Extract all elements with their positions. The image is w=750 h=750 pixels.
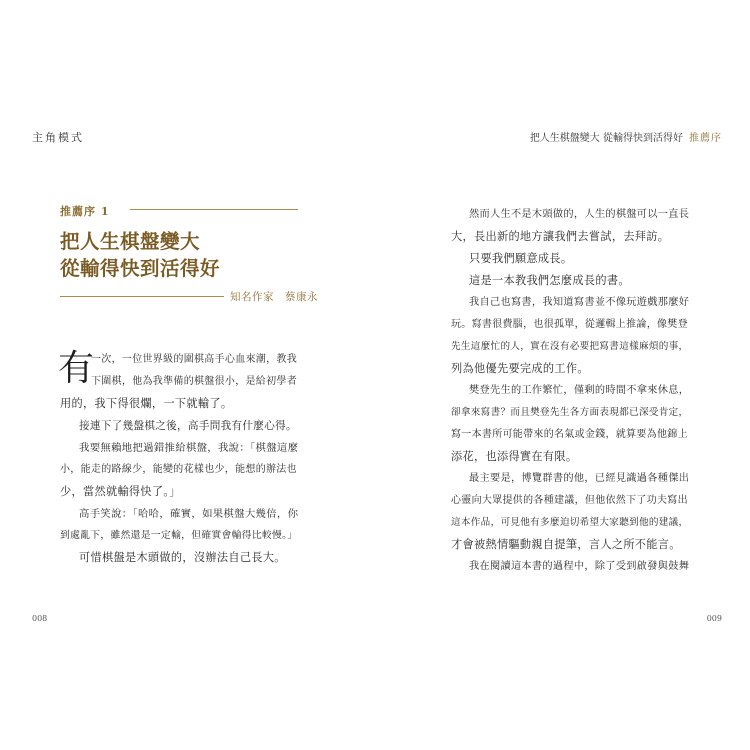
author-byline: 知名作家 蔡康永 [230,291,318,303]
body-line: 到處亂下，雖然還是一定輸，但確實會輸得比較慢。」 [60,530,298,541]
body-line: 列為他優先要完成的工作。 [451,362,589,375]
preface-label: 推薦序 1 [60,205,110,218]
body-line: 先生這麼忙的人，實在沒有必要把寫書這樣麻煩的事， [451,341,689,352]
running-header-section: 推薦序 [689,133,722,144]
body-line: 一次，一位世界級的圍棋高手心血來潮，教我 [91,354,297,365]
body-line: 寫一本書所可能帶來的名氣或金錢，就算要為他錦上 [451,429,688,440]
body-line: 可惜棋盤是木頭做的，沒辦法自己長大。 [79,551,286,564]
page-number-left: 008 [32,614,48,623]
body-line: 玩。寫書很費腦，也很孤單，從邏輯上推論，像樊登 [451,319,688,330]
body-line: 接連下了幾盤棋之後，高手問我有什麼心得。 [79,420,297,432]
body-line: 我自己也寫書，我知道寫書並不像玩遊戲那麼好 [469,297,690,308]
body-line: 樊登先生的工作繁忙，僅剩的時間不拿來休息， [469,385,690,396]
running-header-title: 把人生棋盤變大 從輸得快到活得好 [529,133,683,144]
divider-top [130,209,298,210]
running-header-left: 主角模式 [32,131,84,144]
body-line: 我要無賴地把過錯推給棋盤，我說：「棋盤這麼 [79,442,299,454]
body-line: 用的，我下得很爛，一下就輸了。 [60,397,233,410]
chapter-title-line: 從輸得快到活得好 [60,257,221,280]
chapter-title [60,228,320,282]
body-line: 只要我們願意成長。 [469,252,573,265]
body-line: 心靈向大眾提供的各種建議，但他依然下了功夫寫出 [451,495,688,506]
body-line: 下圍棋，他為我準備的棋盤很小，是給初學者 [91,376,297,387]
body-line: 才會被熱情驅動親自提筆，言人之所不能言。 [451,538,681,551]
drop-cap: 有 [58,348,95,389]
body-line: 添花，也添得實在有限。 [451,450,578,463]
running-header-right [530,129,722,144]
body-line: 高手笑說：「哈哈，確實，如果棋盤大幾倍，你 [79,508,299,520]
body-line: 小，能走的路線少，能變的花樣也少，能想的辦法也 [60,464,297,475]
divider-bottom [60,296,224,297]
chapter-title-line: 把人生棋盤變大 [60,230,201,253]
body-line: 然而人生不是木頭做的，人生的棋盤可以一直長 [469,209,690,220]
body-line: 這是一本教我們怎麼成長的書。 [469,274,630,287]
body-line: 最主要是，博覽群書的他，已經見識過各種傑出 [469,473,690,484]
body-line: 大，長出新的地方讓我們去嘗試，去拜訪。 [451,230,670,243]
body-line: 少，當然就輸得快了。」 [60,485,181,498]
body-line: 這本作品，可見他有多麼迫切希望大家聽到他的建議， [451,517,689,528]
body-line: 卻拿來寫書？而且樊登先生各方面表現都已深受肯定， [451,407,689,418]
body-line: 我在閱讀這本書的過程中，除了受到啟發與鼓舞 [469,561,690,572]
page-number-right: 009 [706,614,722,623]
